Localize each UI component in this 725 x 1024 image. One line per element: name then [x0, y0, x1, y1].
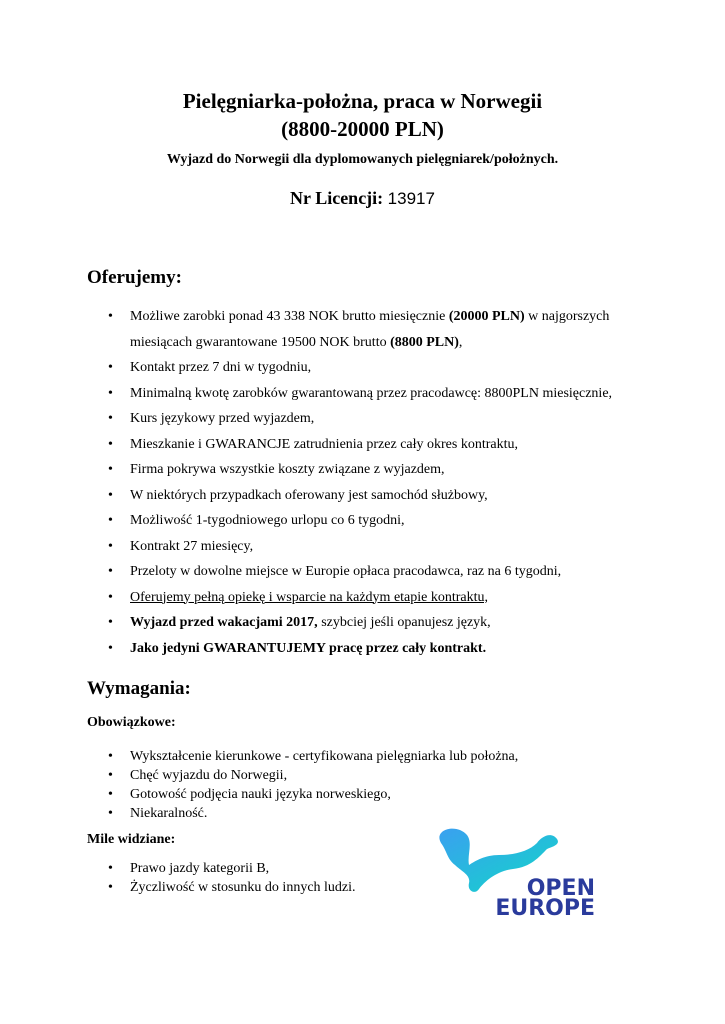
logo-open-text: OPEN	[526, 876, 595, 901]
license-line	[0, 188, 725, 209]
mandatory-item: • Niekaralność.	[87, 804, 587, 823]
offer-item: • Kontakt przez 7 dni w tygodniu,	[87, 355, 647, 381]
offer-heading: Oferujemy:	[87, 267, 182, 288]
license-number: 13917	[387, 189, 435, 208]
nice-to-have-heading: Mile widziane:	[87, 832, 176, 847]
nice-item: • Prawo jazdy kategorii B,	[87, 859, 587, 878]
offer-item: • Mieszkanie i GWARANCJE zatrudnienia przez cały okres kontraktu,	[87, 432, 647, 458]
nice-item: • Życzliwość w stosunku do innych ludzi.	[87, 878, 587, 897]
offer-bold: Wyjazd przed wakacjami 2017,	[130, 615, 318, 630]
offer-bold: (8800 PLN)	[390, 334, 459, 350]
offer-text: szybciej jeśli opanujesz język,	[317, 615, 491, 630]
offer-list	[87, 304, 647, 661]
offer-item: • W niektórych przypadkach oferowany jest samochód służbowy,	[87, 483, 647, 509]
offer-bold: Jako jedyni GWARANTUJEMY pracę przez cały kontrakt.	[130, 640, 487, 656]
requirements-heading: Wymagania:	[87, 678, 191, 699]
offer-item: • Przeloty w dowolne miejsce w Europie opłaca pracodawca, raz na 6 tygodni,	[87, 559, 647, 585]
offer-item	[87, 585, 647, 611]
mandatory-item: • Chęć wyjazdu do Norwegii,	[87, 766, 587, 785]
offer-text: w najgorszych miesiącach gwarantowane 19500 NOK brutto	[130, 309, 610, 350]
offer-item	[87, 610, 647, 636]
page-title: Pielęgniarka-położna, praca w Norwegii	[182, 89, 543, 113]
offer-item	[87, 636, 647, 662]
offer-text: ,	[458, 334, 463, 350]
offer-item: • Możliwość 1-tygodniowego urlopu co 6 tygodni,	[87, 508, 647, 534]
offer-item: • Firma pokrywa wszystkie koszty związane z wyjazdem,	[87, 457, 647, 483]
offer-item: • Minimalną kwotę zarobków gwarantowaną przez pracodawcę: 8800PLN miesięcznie,	[87, 381, 647, 407]
offer-bold: (20000 PLN)	[448, 309, 525, 324]
mandatory-list	[87, 747, 587, 823]
logo-europe-text: EUROPE	[495, 896, 595, 920]
mandatory-heading: Obowiązkowe:	[87, 715, 176, 730]
offer-item: • Kurs językowy przed wyjazdem,	[87, 406, 647, 432]
page-title-salary: (8800-20000 PLN)	[281, 117, 444, 141]
offer-item: • Kontrakt 27 miesięcy,	[87, 534, 647, 560]
offer-item	[87, 304, 647, 355]
page-subtitle: Wyjazd do Norwegii dla dyplomowanych pielęgniarek/położnych.	[166, 152, 559, 167]
mandatory-item: • Wykształcenie kierunkowe - certyfikowana pielęgniarka lub położna,	[87, 747, 587, 766]
offer-text-underlined: Oferujemy pełną opiekę i wsparcie na każdym etapie kontraktu,	[130, 589, 489, 605]
license-label: Nr Licencji:	[290, 188, 384, 208]
mandatory-item: • Gotowość podjęcia nauki języka norweskiego,	[87, 785, 587, 804]
offer-text: Możliwe zarobki ponad 43 338 NOK brutto miesięcznie	[130, 309, 449, 324]
open-europe-logo	[433, 825, 613, 920]
